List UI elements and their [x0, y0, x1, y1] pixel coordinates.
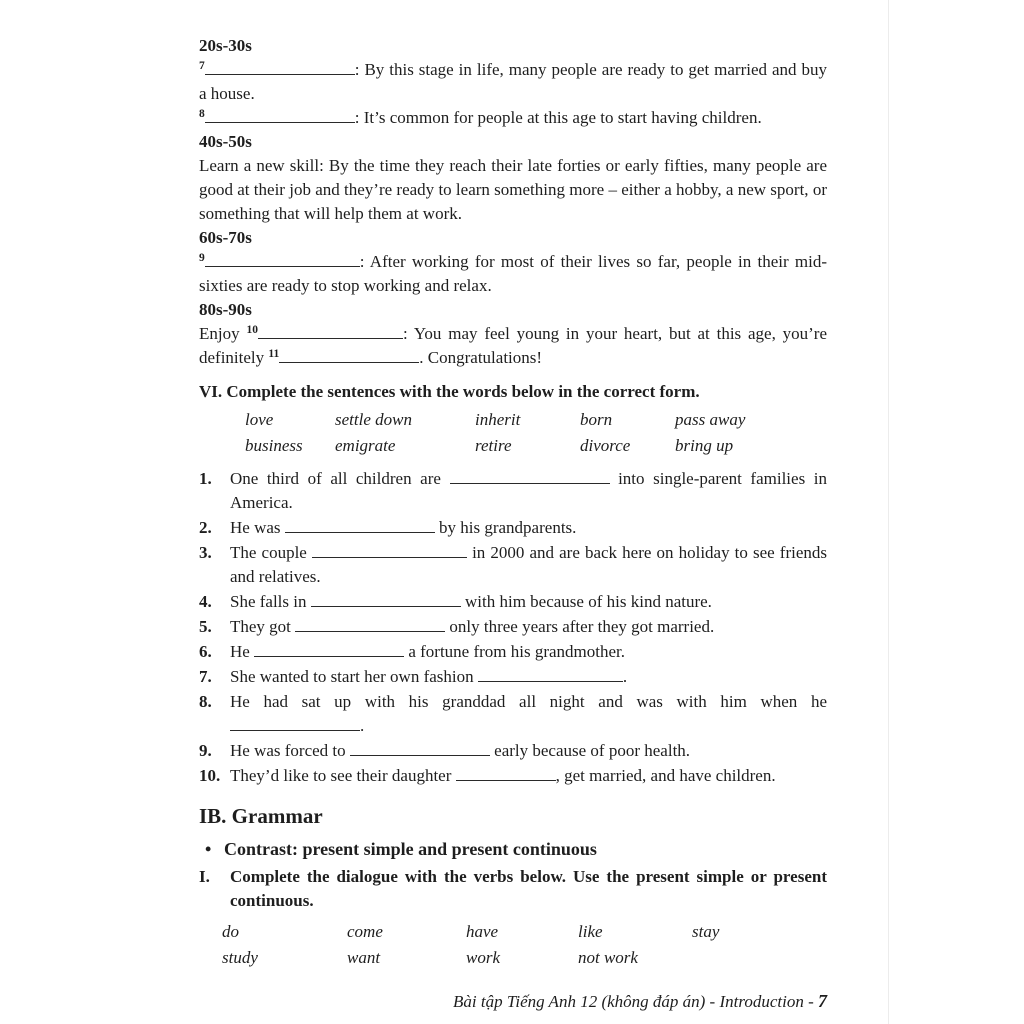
footer-text: Bài tập Tiếng Anh 12 (không đáp án) - Introduction - — [453, 992, 814, 1011]
word-bank-word: bring up — [675, 436, 734, 455]
item-10-superscript: 10 — [246, 324, 258, 336]
item-text-pre: She falls in — [230, 592, 307, 611]
word-bank-word: divorce — [580, 436, 631, 455]
item-number: 7. — [199, 667, 212, 686]
item-number: 3. — [199, 543, 212, 562]
item-number: 10. — [199, 766, 221, 785]
answer-blank — [230, 728, 360, 731]
word-bank-grammar — [199, 919, 827, 970]
word-bank-word: work — [466, 948, 500, 967]
exercise-vi-title: VI. Complete the sentences with the words below in the correct form. — [199, 382, 700, 401]
page-footer — [199, 989, 827, 1014]
fill-item-9 — [199, 250, 827, 298]
item-text-pre: She wanted to start her own fashion — [230, 667, 474, 686]
word-bank-word: born — [580, 410, 613, 429]
item-number: 6. — [199, 642, 212, 661]
answer-blank-11 — [279, 360, 419, 363]
workbook-page — [199, 34, 827, 1014]
answer-blank — [456, 778, 556, 781]
grammar-bullet-point — [199, 837, 827, 861]
answer-blank-10 — [258, 336, 403, 339]
sentence-item-9 — [199, 739, 827, 763]
word-bank-word: business — [245, 436, 303, 455]
item-9-text: : After working for most of their lives so far, people in their mid-sixties are ready to stop working and relax. — [199, 252, 827, 295]
item-text-pre: One third of all children are — [230, 469, 441, 488]
answer-blank — [311, 604, 461, 607]
item-text-pre: They got — [230, 617, 291, 636]
grammar-section-heading: IB. Grammar — [199, 804, 323, 828]
item-text-post: by his grandparents. — [439, 518, 577, 537]
item-text-post: in 2000 and are back here on holiday to see friends and relatives. — [230, 543, 828, 586]
answer-blank-9 — [205, 264, 360, 267]
item-text-post: . — [622, 667, 628, 686]
item-text-post: only three years after they got married. — [449, 617, 715, 636]
item-text-pre: They’d like to see their daughter — [230, 766, 452, 785]
sentence-item-1 — [199, 467, 827, 515]
item-text-pre: He was forced to — [230, 741, 346, 760]
item-7-superscript: 7 — [199, 60, 205, 72]
answer-blank — [254, 654, 404, 657]
item-8-text: : It’s common for people at this age to start having children. — [354, 108, 762, 127]
item-text-post: a fortune from his grandmother. — [408, 642, 626, 661]
enjoy-text-post: . Congratulations! — [419, 348, 543, 367]
word-bank-word: have — [466, 922, 499, 941]
page-edge-shadow — [888, 0, 889, 1024]
word-bank-vi — [199, 407, 827, 458]
page-number: 7 — [818, 991, 827, 1011]
stage-heading-60s-70s: 60s-70s — [199, 228, 252, 247]
word-bank-word: like — [578, 922, 603, 941]
item-text-pre: He had sat up with his granddad all night and was with him when he — [230, 692, 827, 711]
word-bank-word: do — [222, 922, 239, 941]
answer-blank-7 — [205, 72, 355, 75]
stage-heading-40s-50s: 40s-50s — [199, 132, 252, 151]
item-text-pre: He was — [230, 518, 281, 537]
answer-blank-8 — [205, 120, 355, 123]
sentence-item-4 — [199, 590, 827, 614]
grammar-exercise-1-title — [199, 865, 827, 913]
sentence-item-7 — [199, 665, 827, 689]
item-number: 2. — [199, 518, 212, 537]
word-bank-word: love — [245, 410, 274, 429]
item-11-superscript: 11 — [268, 348, 280, 360]
answer-blank — [285, 530, 435, 533]
sentence-item-10 — [199, 764, 827, 788]
word-bank-word: want — [347, 948, 381, 967]
item-text-post: into single-parent families in America. — [230, 469, 827, 512]
sentence-item-3 — [199, 541, 827, 589]
item-text-post: early because of poor health. — [494, 741, 691, 760]
answer-blank — [478, 679, 623, 682]
bullet-text: Contrast: present simple and present continuous — [224, 839, 597, 859]
answer-blank — [350, 753, 490, 756]
enjoy-text-pre: Enjoy — [199, 324, 240, 343]
word-bank-word: study — [222, 948, 258, 967]
answer-blank — [312, 555, 467, 558]
exercise-number: I. — [199, 867, 210, 886]
fill-item-enjoy — [199, 322, 827, 370]
fill-item-7 — [199, 58, 827, 106]
item-text-pre: He — [230, 642, 250, 661]
item-number: 9. — [199, 741, 212, 760]
word-bank-word: retire — [475, 436, 512, 455]
word-bank-word: stay — [692, 922, 720, 941]
word-bank-word: pass away — [675, 410, 746, 429]
item-7-text: : By this stage in life, many people are ready to get married and buy a house. — [199, 60, 827, 103]
paragraph-40s-50s: Learn a new skill: By the time they reach their late forties or early fifties, many people are good at their job and they’re ready to learn something more – either a hobby, a new sport, or something that will help them at work. — [199, 156, 827, 223]
word-bank-word: come — [347, 922, 383, 941]
item-8-superscript: 8 — [199, 108, 205, 120]
item-text-post: , get married, and have children. — [555, 766, 776, 785]
stage-heading-80s-90s: 80s-90s — [199, 300, 252, 319]
item-number: 1. — [199, 469, 212, 488]
item-number: 4. — [199, 592, 212, 611]
item-text-post: with him because of his kind nature. — [465, 592, 712, 611]
stage-heading-20s-30s: 20s-30s — [199, 36, 252, 55]
word-bank-word: settle down — [335, 410, 412, 429]
item-number: 8. — [199, 692, 212, 711]
fill-item-8 — [199, 106, 827, 130]
answer-blank — [295, 629, 445, 632]
item-9-superscript: 9 — [199, 252, 205, 264]
item-number: 5. — [199, 617, 212, 636]
sentence-item-5 — [199, 615, 827, 639]
bullet-icon: • — [205, 839, 212, 859]
item-text-post: . — [360, 716, 365, 735]
word-bank-word: emigrate — [335, 436, 396, 455]
word-bank-word: inherit — [475, 410, 521, 429]
enjoy-text-mid: : You may feel young in your heart, but at this age, you’re definitely — [199, 324, 827, 367]
answer-blank — [450, 481, 610, 484]
sentence-item-8 — [199, 690, 827, 738]
sentence-item-6 — [199, 640, 827, 664]
sentence-item-2 — [199, 516, 827, 540]
word-bank-word: not work — [578, 948, 638, 967]
exercise-title-text: Complete the dialogue with the verbs below. Use the present simple or present continuous. — [230, 867, 827, 910]
item-text-pre: The couple — [230, 543, 307, 562]
